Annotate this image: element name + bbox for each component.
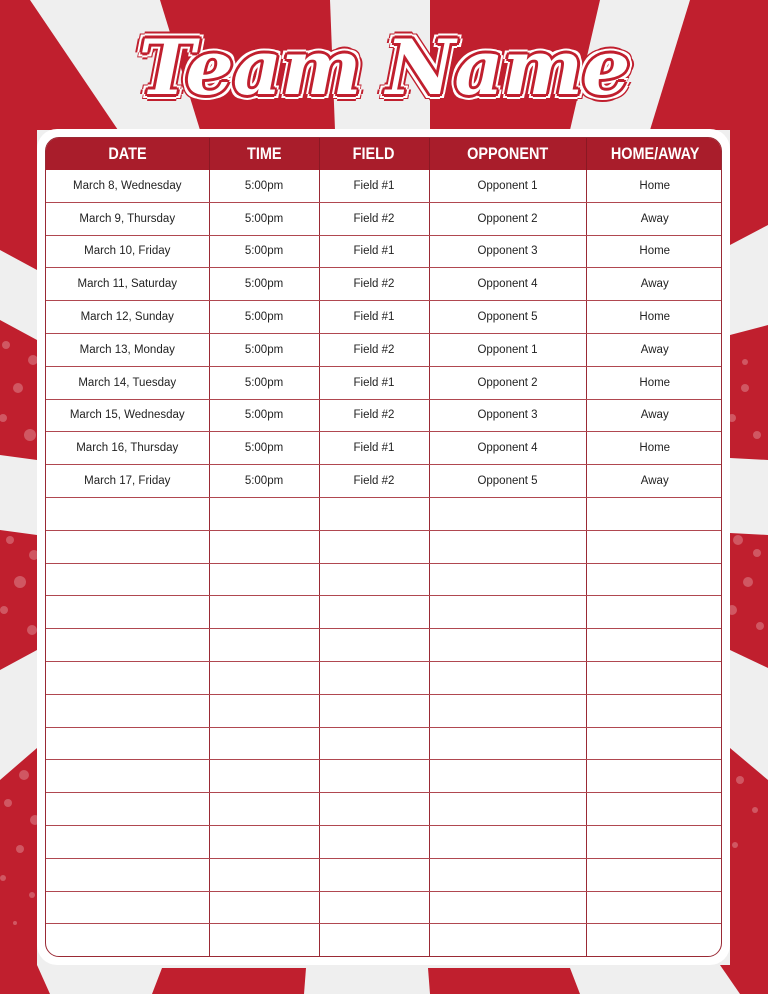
- table-row: [46, 497, 722, 530]
- time-cell[interactable]: 5:00pm: [209, 399, 319, 432]
- field-cell[interactable]: [319, 661, 429, 694]
- time-cell[interactable]: 5:00pm: [209, 268, 319, 301]
- home-away-cell[interactable]: [586, 530, 722, 563]
- time-cell[interactable]: 5:00pm: [209, 170, 319, 202]
- table-row: [46, 170, 722, 202]
- date-cell[interactable]: March 13, Monday: [46, 333, 209, 366]
- home-away-cell[interactable]: Away: [586, 465, 722, 498]
- header-time: [209, 138, 319, 170]
- time-cell[interactable]: 5:00pm: [209, 366, 319, 399]
- opponent-cell[interactable]: [429, 530, 586, 563]
- table-row: [46, 235, 722, 268]
- home-away-cell[interactable]: [586, 694, 722, 727]
- opponent-cell[interactable]: [429, 858, 586, 891]
- time-cell[interactable]: [209, 530, 319, 563]
- header-date-label: DATE: [108, 144, 147, 163]
- table-row: [46, 333, 722, 366]
- table-row: [46, 530, 722, 563]
- field-cell[interactable]: [319, 629, 429, 662]
- date-cell[interactable]: [46, 629, 209, 662]
- table-row: [46, 793, 722, 826]
- table-row: [46, 432, 722, 465]
- time-cell[interactable]: 5:00pm: [209, 432, 319, 465]
- time-cell[interactable]: [209, 629, 319, 662]
- date-cell[interactable]: [46, 694, 209, 727]
- field-cell[interactable]: [319, 891, 429, 924]
- time-cell[interactable]: [209, 858, 319, 891]
- table-row: [46, 301, 722, 334]
- date-cell[interactable]: [46, 793, 209, 826]
- field-cell[interactable]: Field #1: [319, 235, 429, 268]
- time-cell[interactable]: [209, 497, 319, 530]
- time-cell[interactable]: [209, 891, 319, 924]
- schedule-body: [46, 170, 722, 956]
- table-row: [46, 727, 722, 760]
- table-row: [46, 760, 722, 793]
- opponent-cell[interactable]: [429, 727, 586, 760]
- header-opponent-label: OPPONENT: [466, 144, 549, 163]
- field-cell[interactable]: Field #1: [319, 301, 429, 334]
- field-cell[interactable]: [319, 596, 429, 629]
- opponent-cell[interactable]: Opponent 4: [429, 268, 586, 301]
- home-away-cell[interactable]: Home: [586, 366, 722, 399]
- date-cell[interactable]: March 9, Thursday: [46, 202, 209, 235]
- table-row: [46, 268, 722, 301]
- time-cell[interactable]: 5:00pm: [209, 465, 319, 498]
- date-cell[interactable]: [46, 563, 209, 596]
- opponent-cell[interactable]: Opponent 3: [429, 235, 586, 268]
- opponent-cell[interactable]: Opponent 5: [429, 465, 586, 498]
- home-away-cell[interactable]: [586, 793, 722, 826]
- home-away-cell[interactable]: [586, 858, 722, 891]
- field-cell[interactable]: Field #1: [319, 366, 429, 399]
- table-row: [46, 399, 722, 432]
- home-away-cell[interactable]: [586, 563, 722, 596]
- home-away-cell[interactable]: Home: [586, 170, 722, 202]
- opponent-cell[interactable]: [429, 596, 586, 629]
- date-cell[interactable]: [46, 924, 209, 956]
- opponent-cell[interactable]: [429, 563, 586, 596]
- header-home-away-label: HOME/AWAY: [610, 144, 700, 163]
- field-cell[interactable]: [319, 694, 429, 727]
- field-cell[interactable]: Field #2: [319, 399, 429, 432]
- date-cell[interactable]: March 17, Friday: [46, 465, 209, 498]
- time-cell[interactable]: 5:00pm: [209, 202, 319, 235]
- time-cell[interactable]: [209, 563, 319, 596]
- header-home-away: [586, 138, 722, 170]
- date-cell[interactable]: March 12, Sunday: [46, 301, 209, 334]
- field-cell[interactable]: [319, 497, 429, 530]
- date-cell[interactable]: March 11, Saturday: [46, 268, 209, 301]
- date-cell[interactable]: [46, 497, 209, 530]
- time-cell[interactable]: [209, 760, 319, 793]
- home-away-cell[interactable]: Away: [586, 333, 722, 366]
- home-away-cell[interactable]: Away: [586, 399, 722, 432]
- field-cell[interactable]: [319, 727, 429, 760]
- time-cell[interactable]: 5:00pm: [209, 333, 319, 366]
- date-cell[interactable]: March 15, Wednesday: [46, 399, 209, 432]
- date-cell[interactable]: March 10, Friday: [46, 235, 209, 268]
- opponent-cell[interactable]: Opponent 2: [429, 202, 586, 235]
- home-away-cell[interactable]: [586, 760, 722, 793]
- time-cell[interactable]: [209, 727, 319, 760]
- opponent-cell[interactable]: [429, 825, 586, 858]
- home-away-cell[interactable]: Away: [586, 202, 722, 235]
- opponent-cell[interactable]: Opponent 2: [429, 366, 586, 399]
- team-name-title: Team Name: [138, 23, 630, 112]
- date-cell[interactable]: [46, 596, 209, 629]
- table-row: [46, 596, 722, 629]
- field-cell[interactable]: [319, 793, 429, 826]
- header-date: [46, 138, 209, 170]
- opponent-cell[interactable]: [429, 760, 586, 793]
- table-row: [46, 858, 722, 891]
- home-away-cell[interactable]: [586, 891, 722, 924]
- field-cell[interactable]: [319, 563, 429, 596]
- field-cell[interactable]: [319, 924, 429, 956]
- opponent-cell[interactable]: Opponent 4: [429, 432, 586, 465]
- opponent-cell[interactable]: [429, 891, 586, 924]
- table-row: [46, 366, 722, 399]
- home-away-cell[interactable]: Home: [586, 301, 722, 334]
- table-header-row: [46, 138, 722, 170]
- date-cell[interactable]: March 16, Thursday: [46, 432, 209, 465]
- home-away-cell[interactable]: [586, 727, 722, 760]
- header-field: [319, 138, 429, 170]
- field-cell[interactable]: Field #1: [319, 170, 429, 202]
- header-opponent: [429, 138, 586, 170]
- opponent-cell[interactable]: [429, 924, 586, 956]
- home-away-cell[interactable]: [586, 629, 722, 662]
- time-cell[interactable]: [209, 825, 319, 858]
- date-cell[interactable]: March 8, Wednesday: [46, 170, 209, 202]
- home-away-cell[interactable]: [586, 825, 722, 858]
- opponent-cell[interactable]: Opponent 3: [429, 399, 586, 432]
- opponent-cell[interactable]: [429, 793, 586, 826]
- table-row: [46, 825, 722, 858]
- time-cell[interactable]: [209, 596, 319, 629]
- header-time-label: TIME: [246, 144, 282, 163]
- time-cell[interactable]: 5:00pm: [209, 235, 319, 268]
- table-row: [46, 891, 722, 924]
- field-cell[interactable]: [319, 530, 429, 563]
- field-cell[interactable]: Field #2: [319, 465, 429, 498]
- field-cell[interactable]: Field #2: [319, 333, 429, 366]
- table-row: [46, 694, 722, 727]
- time-cell[interactable]: [209, 661, 319, 694]
- date-cell[interactable]: [46, 760, 209, 793]
- time-cell[interactable]: 5:00pm: [209, 301, 319, 334]
- table-row: [46, 924, 722, 956]
- opponent-cell[interactable]: Opponent 1: [429, 333, 586, 366]
- field-cell[interactable]: Field #1: [319, 432, 429, 465]
- field-cell[interactable]: Field #2: [319, 202, 429, 235]
- date-cell[interactable]: [46, 661, 209, 694]
- header-field-label: FIELD: [353, 144, 395, 163]
- opponent-cell[interactable]: Opponent 1: [429, 170, 586, 202]
- opponent-cell[interactable]: [429, 661, 586, 694]
- time-cell[interactable]: [209, 924, 319, 956]
- schedule-table-container: [45, 137, 722, 957]
- home-away-cell[interactable]: [586, 661, 722, 694]
- date-cell[interactable]: [46, 891, 209, 924]
- table-row: [46, 202, 722, 235]
- home-away-cell[interactable]: [586, 596, 722, 629]
- opponent-cell[interactable]: [429, 694, 586, 727]
- home-away-cell[interactable]: Home: [586, 235, 722, 268]
- opponent-cell[interactable]: Opponent 5: [429, 301, 586, 334]
- date-cell[interactable]: [46, 825, 209, 858]
- schedule-table: [46, 138, 722, 956]
- home-away-cell[interactable]: [586, 924, 722, 956]
- table-row: [46, 629, 722, 662]
- date-cell[interactable]: March 14, Tuesday: [46, 366, 209, 399]
- date-cell[interactable]: [46, 530, 209, 563]
- home-away-cell[interactable]: Home: [586, 432, 722, 465]
- time-cell[interactable]: [209, 793, 319, 826]
- opponent-cell[interactable]: [429, 497, 586, 530]
- opponent-cell[interactable]: [429, 629, 586, 662]
- field-cell[interactable]: [319, 858, 429, 891]
- time-cell[interactable]: [209, 694, 319, 727]
- home-away-cell[interactable]: Away: [586, 268, 722, 301]
- table-row: [46, 661, 722, 694]
- field-cell[interactable]: [319, 825, 429, 858]
- date-cell[interactable]: [46, 727, 209, 760]
- field-cell[interactable]: Field #2: [319, 268, 429, 301]
- table-row: [46, 465, 722, 498]
- date-cell[interactable]: [46, 858, 209, 891]
- field-cell[interactable]: [319, 760, 429, 793]
- table-row: [46, 563, 722, 596]
- home-away-cell[interactable]: [586, 497, 722, 530]
